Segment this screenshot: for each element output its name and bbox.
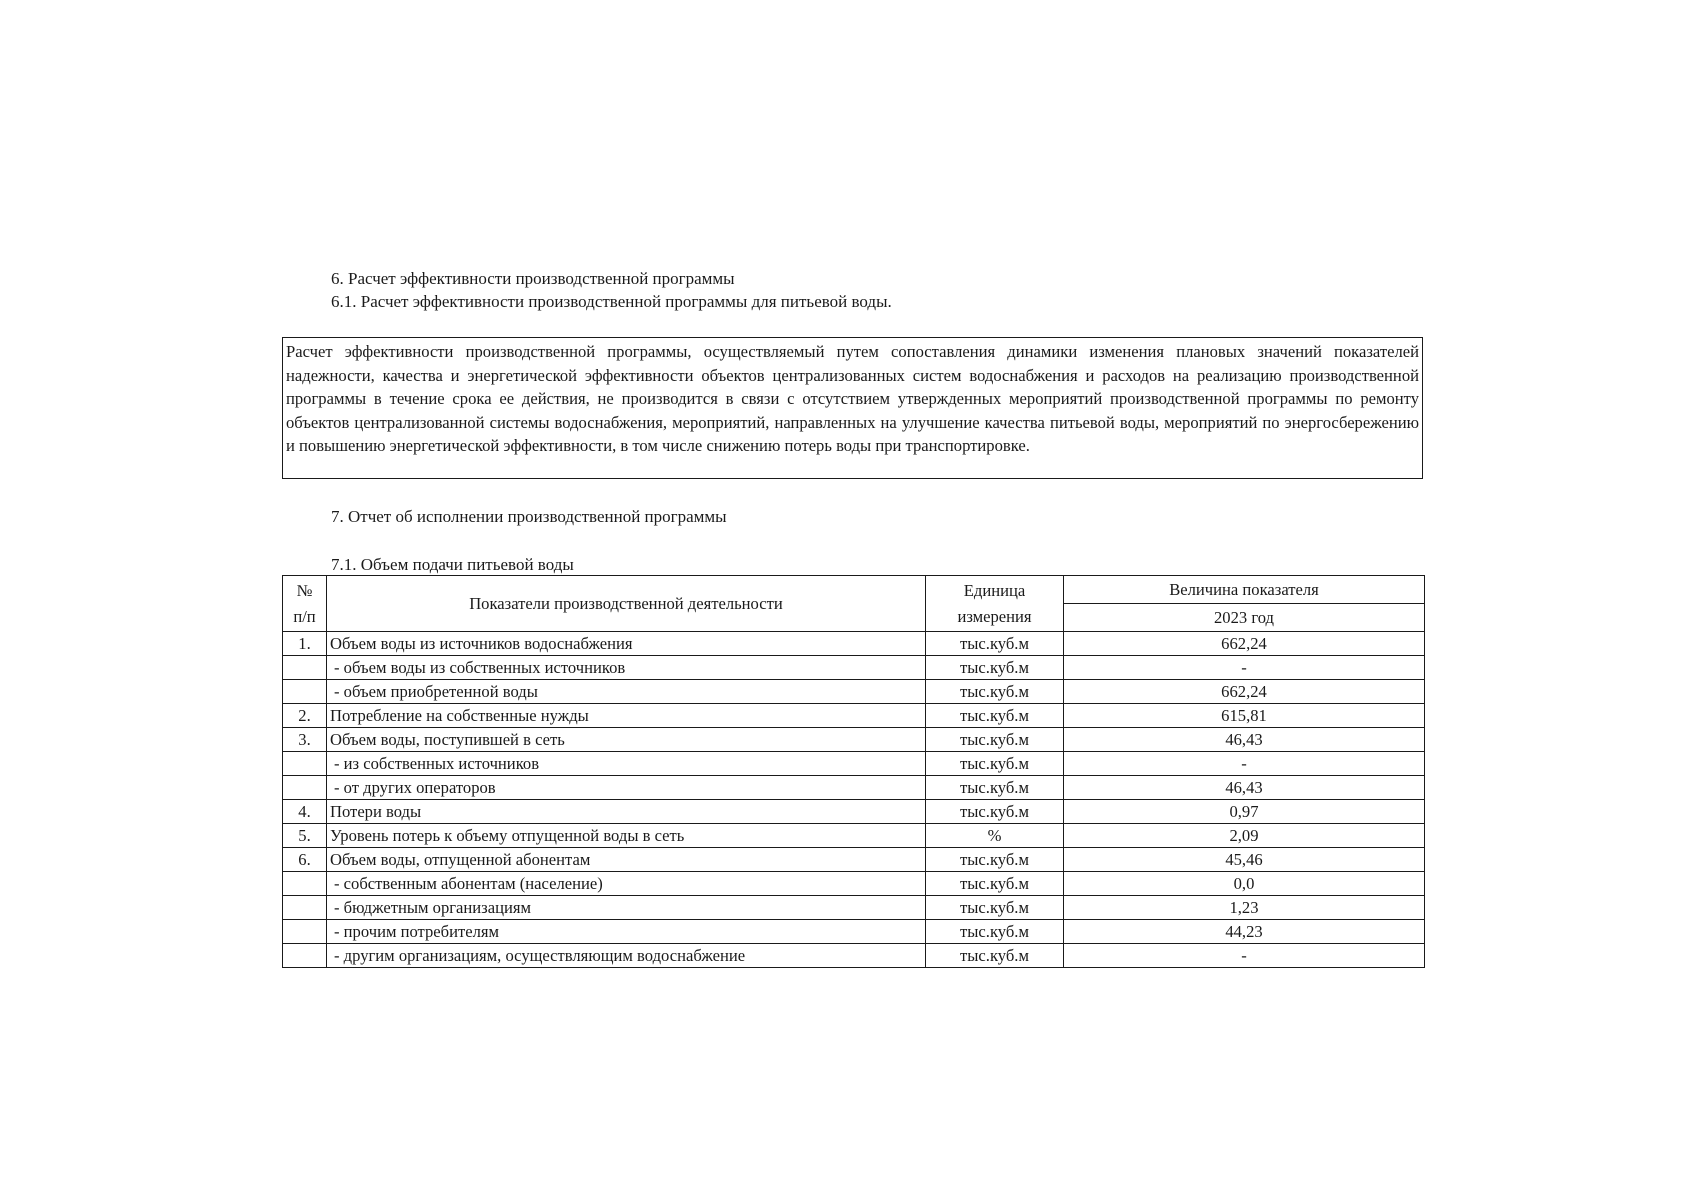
value-cell: 662,24 [1064, 680, 1425, 704]
table-row [283, 728, 1425, 752]
value-cell: 0,97 [1064, 800, 1425, 824]
value-cell: 46,43 [1064, 776, 1425, 800]
unit-cell: тыс.куб.м [926, 776, 1064, 800]
table-header [283, 576, 1425, 632]
section-6-1-heading: 6.1. Расчет эффективности производственной программы для питьевой воды. [331, 292, 892, 311]
row-number-cell [283, 896, 327, 920]
table-row [283, 824, 1425, 848]
indicator-name-cell: Объем воды, отпущенной абонентам [327, 848, 926, 872]
header-number [283, 576, 327, 632]
indicator-name-cell: - объем приобретенной воды [327, 680, 926, 704]
table-row [283, 776, 1425, 800]
efficiency-notice: Расчет эффективности производственной программы, осуществляемый путем сопоставления динамики изменения плановых значений показателей надежности, качества и энергетической эффективности объектов централизованных систем водоснабжения и расходов на реализацию производственной программы в течение срока ее действия, не производится в связи с отсутствием утвержденных мероприятий производственной программы по ремонту объектов централизованной системы водоснабжения, мероприятий, направленных на улучшение качества питьевой воды, мероприятий по энергосбережению и повышению энергетической эффективности, в том числе снижению потерь воды при транспортировке. [282, 337, 1423, 479]
unit-cell: тыс.куб.м [926, 944, 1064, 968]
unit-cell: тыс.куб.м [926, 632, 1064, 656]
indicator-name-cell: Потери воды [327, 800, 926, 824]
unit-cell: тыс.куб.м [926, 752, 1064, 776]
indicator-name-cell: Уровень потерь к объему отпущенной воды в сеть [327, 824, 926, 848]
indicator-name-cell: - другим организациям, осуществляющим водоснабжение [327, 944, 926, 968]
value-cell: - [1064, 656, 1425, 680]
row-number-cell [283, 776, 327, 800]
unit-cell: тыс.куб.м [926, 848, 1064, 872]
unit-cell: тыс.куб.м [926, 800, 1064, 824]
unit-cell: тыс.куб.м [926, 896, 1064, 920]
unit-cell: тыс.куб.м [926, 680, 1064, 704]
value-cell: 44,23 [1064, 920, 1425, 944]
row-number-cell [283, 920, 327, 944]
table-row [283, 896, 1425, 920]
unit-cell: тыс.куб.м [926, 920, 1064, 944]
unit-cell: тыс.куб.м [926, 704, 1064, 728]
row-number-cell [283, 872, 327, 896]
section-7-1-heading: 7.1. Объем подачи питьевой воды [331, 555, 574, 574]
value-cell: - [1064, 752, 1425, 776]
row-number-cell: 1. [283, 632, 327, 656]
table-row [283, 752, 1425, 776]
unit-cell: тыс.куб.м [926, 872, 1064, 896]
value-cell: 0,0 [1064, 872, 1425, 896]
header-indicator: Показатели производственной деятельности [327, 576, 926, 632]
indicator-name-cell: - объем воды из собственных источников [327, 656, 926, 680]
value-cell: 45,46 [1064, 848, 1425, 872]
table-row [283, 800, 1425, 824]
value-cell: - [1064, 944, 1425, 968]
section-6-heading: 6. Расчет эффективности производственной программы [331, 269, 735, 288]
value-cell: 1,23 [1064, 896, 1425, 920]
indicator-name-cell: - собственным абонентам (население) [327, 872, 926, 896]
value-cell: 2,09 [1064, 824, 1425, 848]
row-number-cell: 5. [283, 824, 327, 848]
row-number-cell [283, 752, 327, 776]
value-cell: 615,81 [1064, 704, 1425, 728]
row-number-cell [283, 656, 327, 680]
row-number-cell [283, 680, 327, 704]
header-number-line2: п/п [293, 606, 316, 626]
table-body [283, 632, 1425, 968]
indicator-name-cell: Объем воды, поступившей в сеть [327, 728, 926, 752]
indicator-name-cell: - бюджетным организациям [327, 896, 926, 920]
header-number-line1: № [296, 580, 313, 600]
indicator-name-cell: Потребление на собственные нужды [327, 704, 926, 728]
indicator-name-cell: Объем воды из источников водоснабжения [327, 632, 926, 656]
unit-cell: тыс.куб.м [926, 656, 1064, 680]
header-value-group: Величина показателя [1064, 576, 1425, 604]
table-row [283, 920, 1425, 944]
table-row [283, 872, 1425, 896]
unit-cell: тыс.куб.м [926, 728, 1064, 752]
row-number-cell: 4. [283, 800, 327, 824]
indicator-name-cell: - прочим потребителям [327, 920, 926, 944]
table-row [283, 680, 1425, 704]
table-row [283, 704, 1425, 728]
header-year: 2023 год [1064, 604, 1425, 632]
row-number-cell [283, 944, 327, 968]
table-row [283, 632, 1425, 656]
value-cell: 662,24 [1064, 632, 1425, 656]
table-row [283, 944, 1425, 968]
table-row [283, 848, 1425, 872]
table-row [283, 656, 1425, 680]
unit-cell: % [926, 824, 1064, 848]
indicator-name-cell: - от других операторов [327, 776, 926, 800]
header-unit-line1: Единица [963, 580, 1026, 600]
indicator-name-cell: - из собственных источников [327, 752, 926, 776]
row-number-cell: 3. [283, 728, 327, 752]
value-cell: 46,43 [1064, 728, 1425, 752]
header-unit [926, 576, 1064, 632]
row-number-cell: 2. [283, 704, 327, 728]
section-7-heading: 7. Отчет об исполнении производственной программы [331, 507, 727, 526]
row-number-cell: 6. [283, 848, 327, 872]
water-supply-table [282, 575, 1425, 968]
header-unit-line2: измерения [957, 606, 1032, 626]
